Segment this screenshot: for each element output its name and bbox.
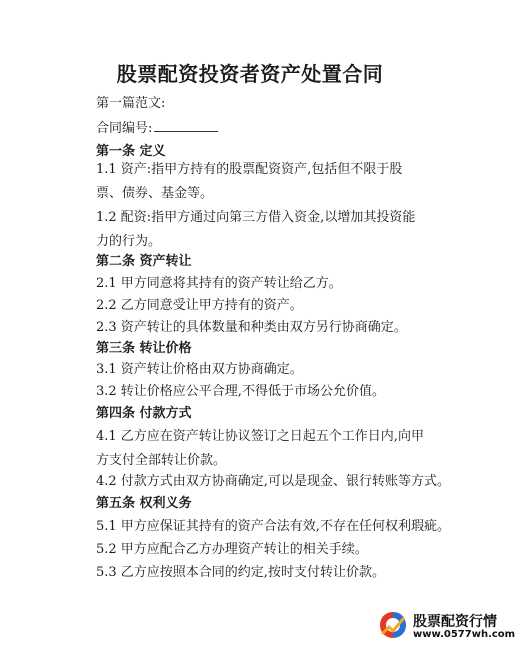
section-2-clause-2: 2.2 乙方同意受让甲方持有的资产。 <box>96 298 303 313</box>
site-logo-icon <box>377 609 409 641</box>
section-2-clause-3: 2.3 资产转让的具体数量和种类由双方另行协商确定。 <box>96 320 407 335</box>
section-1-heading: 第一条 定义 <box>96 144 166 159</box>
section-3-heading: 第三条 转让价格 <box>96 341 192 356</box>
section-4-heading: 第四条 付款方式 <box>96 406 192 421</box>
section-5-heading: 第五条 权利义务 <box>96 496 192 511</box>
contract-number-blank <box>154 119 218 132</box>
template-label: 第一篇范文: <box>96 96 166 111</box>
section-4-clause-2: 4.2 付款方式由双方协商确定,可以是现金、银行转账等方式。 <box>96 474 450 489</box>
site-watermark-logo <box>377 607 515 643</box>
site-name: 股票配资行情 <box>413 614 497 630</box>
section-1-clause-1: 1.1 资产:指甲方持有的股票配资资产,包括但不限于股票、债券、基金等。 <box>96 162 403 201</box>
section-2-heading: 第二条 资产转让 <box>96 254 192 269</box>
section-5-clause-3: 5.3 乙方应按照本合同的约定,按时支付转让价款。 <box>96 565 385 580</box>
contract-number-label: 合同编号: <box>96 121 153 136</box>
contract-number-row <box>96 119 218 138</box>
section-5-clause-1: 5.1 甲方应保证其持有的资产合法有效,不存在任何权利瑕疵。 <box>96 519 450 534</box>
site-url: www.0577wh.com <box>413 629 515 640</box>
section-3-clause-1: 3.1 资产转让价格由双方协商确定。 <box>96 362 303 377</box>
document-title: 股票配资投资者资产处置合同 <box>116 62 384 86</box>
section-1-clause-2: 1.2 配资:指甲方通过向第三方借入资金,以增加其投资能力的行为。 <box>96 210 416 249</box>
section-2-clause-1: 2.1 甲方同意将其持有的资产转让给乙方。 <box>96 276 342 291</box>
section-3-clause-2: 3.2 转让价格应公平合理,不得低于市场公允价值。 <box>96 384 385 399</box>
section-5-clause-2: 5.2 甲方应配合乙方办理资产转让的相关手续。 <box>96 542 368 557</box>
section-4-clause-1: 4.1 乙方应在资产转让协议签订之日起五个工作日内,向甲方支付全部转让价款。 <box>96 429 424 468</box>
